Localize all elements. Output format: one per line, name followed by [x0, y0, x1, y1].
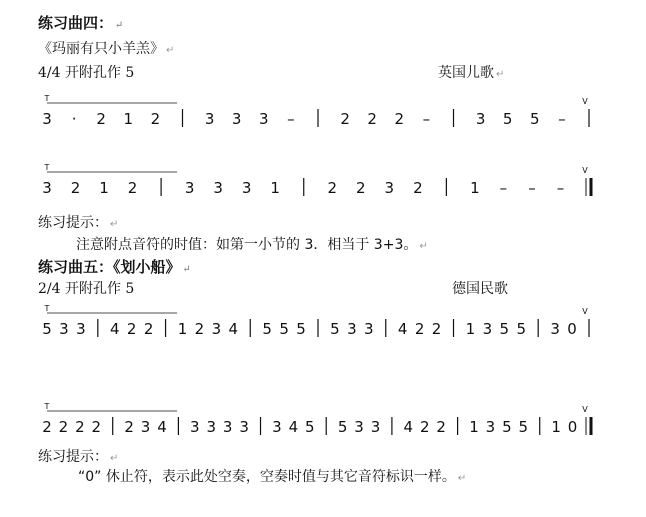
- ex5-row2-note: 5: [502, 418, 512, 436]
- ex5-row2-note: 2: [419, 418, 430, 436]
- ex4-row2-note: 3: [241, 179, 252, 197]
- ex5-row2-note: 2: [91, 418, 102, 436]
- ex5-row1-note: 2: [431, 320, 442, 338]
- ex4-row1-note: 3: [475, 110, 486, 128]
- ex4-row2-note: 1: [99, 179, 109, 197]
- ex5-row1-note: 4: [397, 320, 408, 338]
- paragraph-mark: ↵: [419, 241, 428, 252]
- ex5-row2-note: 3: [190, 418, 200, 436]
- ex4-row2-breath-mark: V: [582, 166, 588, 175]
- ex4-row2-note: 3: [184, 179, 195, 197]
- ex5-row1-note: 3: [76, 320, 86, 338]
- ex4-row2-note: 2: [327, 179, 338, 197]
- ex4-row1-note: –: [558, 110, 566, 128]
- exercise5-tip-label-text: 练习提示：: [38, 449, 108, 465]
- ex5-row1-note: 3: [211, 320, 222, 338]
- ex4-row2-note: 3: [42, 179, 52, 197]
- ex4-row2-note: 2: [356, 179, 366, 197]
- ex5-row1-note: 5: [499, 320, 510, 338]
- ex4-row2-note: 1: [270, 179, 280, 197]
- paragraph-mark: ↵: [182, 264, 191, 275]
- paragraph-mark: ↵: [110, 219, 119, 230]
- ex5-row2-note: 4: [403, 418, 414, 436]
- ex4-row1-note: 3: [259, 110, 269, 128]
- paragraph-mark: ↵: [166, 45, 175, 56]
- ex5-row2-note: 2: [75, 418, 85, 436]
- ex5-row1-note: 5: [330, 320, 340, 338]
- ex4-row2-note: –: [556, 179, 565, 197]
- ex5-row2-note: 4: [288, 418, 299, 436]
- ex5-row1-note: 3: [482, 320, 493, 338]
- ex5-row2-note: 3: [206, 418, 217, 436]
- ex5-row2-note: 2: [58, 418, 69, 436]
- ex5-row2-note: 0: [567, 418, 578, 436]
- ex5-row1-note: 2: [414, 320, 425, 338]
- ex5-row2-note: 5: [305, 418, 315, 436]
- ex4-row1-note: 2: [367, 110, 377, 128]
- ex4-row2-note: 2: [70, 179, 81, 197]
- ex4-row1-note: 2: [394, 110, 405, 128]
- exercise4-heading-text: 练习曲四：: [38, 14, 114, 32]
- ex5-row2-note: 1: [551, 418, 561, 436]
- ex4-row1-note: ·: [71, 110, 77, 128]
- ex5-row2-note: 5: [337, 418, 348, 436]
- ex5-row1-note: 1: [177, 320, 188, 338]
- paragraph-mark: ↵: [496, 69, 505, 80]
- ex5-row2-note: 2: [124, 418, 134, 436]
- ex5-row1-note: 2: [194, 320, 205, 338]
- exercise5-tip-text-content: “0” 休止符，表示此处空奏，空奏时值与其它音符标识一样。: [78, 469, 456, 485]
- ex4-row2-note: 1: [470, 179, 480, 197]
- ex5-row2-note: 3: [370, 418, 381, 436]
- ex5-row2-note: 3: [272, 418, 282, 436]
- exercise4-tip-text-content: 注意附点音符的时值：如第一小节的 3．相当于 3+3。: [76, 237, 418, 253]
- ex4-row1-note: –: [287, 110, 295, 128]
- ex5-row2-note: 2: [42, 418, 52, 436]
- ex4-row2-note: –: [499, 179, 508, 197]
- ex5-row1-note: 5: [279, 320, 289, 338]
- ex5-row1-note: 0: [567, 320, 577, 338]
- ex4-row1-note: 2: [340, 110, 350, 128]
- exercise5-origin: 德国民歌: [452, 281, 508, 297]
- ex5-row1-note: 3: [550, 320, 560, 338]
- exercise5-meter: 2/4 开附孔作 5: [38, 281, 135, 297]
- ex4-row1-note: 3: [231, 110, 242, 128]
- ex5-row2-note: 3: [140, 418, 151, 436]
- ex4-row1-note: 5: [530, 110, 540, 128]
- ex5-row1-note: 5: [296, 320, 306, 338]
- exercise4-tip-label-text: 练习提示：: [38, 215, 108, 231]
- ex5-row1-note: 5: [42, 320, 52, 338]
- ex4-row2-tie-mark: T: [44, 163, 50, 172]
- ex5-row2-note: 2: [436, 418, 446, 436]
- ex5-row1-note: 3: [347, 320, 357, 338]
- ex5-row1-note: 1: [465, 320, 476, 338]
- ex4-row1-note: 2: [96, 110, 106, 128]
- ex4-row1-note: 5: [502, 110, 513, 128]
- ex5-row1-note: 4: [228, 320, 239, 338]
- ex4-row1-note: –: [422, 110, 431, 128]
- ex5-row2-note: 3: [485, 418, 496, 436]
- ex5-row2-tie-mark: T: [44, 402, 50, 411]
- ex5-row1-note: 5: [262, 320, 272, 338]
- ex4-row2-note: –: [528, 179, 536, 197]
- ex5-row2-note: 3: [222, 418, 233, 436]
- exercise4-meter: 4/4 开附孔作 5: [38, 65, 135, 81]
- ex5-row1-note: 5: [516, 320, 527, 338]
- ex4-row1-note: 3: [204, 110, 215, 128]
- ex5-row2-note: 5: [518, 418, 529, 436]
- ex5-row1-breath-mark: V: [582, 307, 588, 316]
- ex4-row1-tie-mark: T: [44, 94, 50, 103]
- ex5-row1-note: 3: [364, 320, 374, 338]
- exercise4-title-text: 《玛丽有只小羊羔》: [38, 41, 164, 57]
- ex4-row2-note: 3: [213, 179, 223, 197]
- ex5-row2-breath-mark: V: [582, 405, 588, 414]
- ex4-row1-breath-mark: V: [582, 97, 588, 106]
- ex4-row1-note: 3: [42, 110, 52, 128]
- ex5-row2-note: 4: [157, 418, 167, 436]
- ex4-row1-note: 1: [123, 110, 134, 128]
- ex4-row2-note: 3: [384, 179, 395, 197]
- exercise4-origin-text: 英国儿歌: [438, 65, 494, 81]
- ex5-row1-note: 3: [59, 320, 69, 338]
- ex5-row2-note: 3: [354, 418, 364, 436]
- paragraph-mark: ↵: [110, 453, 119, 464]
- ex5-row2-note: 3: [239, 418, 249, 436]
- ex4-row2-note: 2: [127, 179, 138, 197]
- ex5-row2-note: 1: [469, 418, 479, 436]
- ex4-row1-note: 2: [150, 110, 161, 128]
- paragraph-mark: ↵: [457, 473, 467, 484]
- ex5-row1-note: 2: [126, 320, 137, 338]
- ex5-row1-note: 2: [143, 320, 154, 338]
- ex5-row1-note: 4: [109, 320, 120, 338]
- paragraph-mark: ↵: [115, 20, 124, 31]
- exercise5-heading-text: 练习曲五：《划小船》: [38, 258, 181, 276]
- ex5-row1-tie-mark: T: [44, 304, 50, 313]
- ex4-row2-note: 2: [413, 179, 423, 197]
